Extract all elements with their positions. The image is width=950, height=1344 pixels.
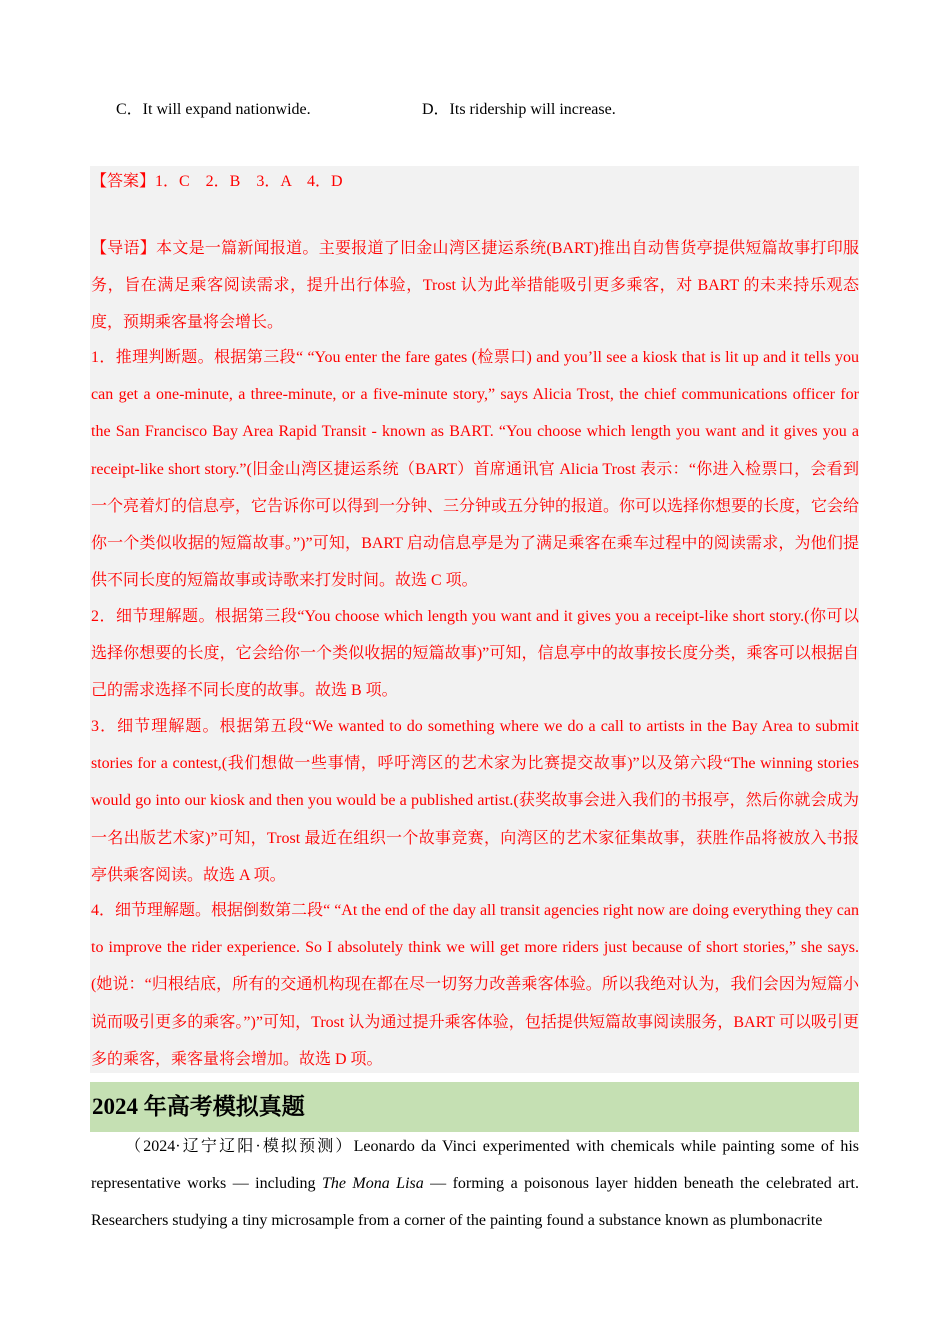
section-title: 2024 年高考模拟真题 [92, 1094, 305, 1119]
explanation-4: 4．细节理解题。根据倒数第二段“ “At the end of the day all transit agencies right now are doing everything they can to improve the rider experience. So I absolutely think we will get more riders just because of short stories,” she says.(她说：“归根结底，所有的交通机构现在都在尽一切努力改善乘客体验。所以我绝对认为，我们会因为短篇小说而吸引更多的乘客。”)”可知，Trost 认为通过提升乘客体验，包括提供短篇故事阅读服务，BART 可以吸引更多的乘客，乘客量将会增加。故选 D 项。 [91, 902, 859, 1068]
section-banner [90, 1082, 859, 1132]
option-c: C．It will expand nationwide. [116, 101, 311, 118]
reading-passage [91, 1128, 859, 1240]
explanation-1: 1．推理判断题。根据第三段“ “You enter the fare gates (检票口) and you’ll see a kiosk that is lit up and it tells you can get a one-minute, a three-minute, or a five-minute story,” says Alicia Trost, the chief communications officer for the San Francisco Bay Area Rapid Transit - known as BART. “You choose which length you want and it gives you a receipt-like short story.”(旧金山湾区捷运系统（BART）首席通讯官 Alicia Trost 表示：“你进入检票口，会看到一个亮着灯的信息亭，它告诉你可以得到一分钟、三分钟或五分钟的报道。你可以选择你想要的长度，它会给你一个类似收据的短篇故事。”)”可知，BART 启动信息亭是为了满足乘客在乘车过程中的阅读需求，为他们提供不同长度的短篇故事或诗歌来打发时间。故选 C 项。 [91, 349, 860, 590]
explanation-2: 2．细节理解题。根据第三段“You choose which length you want and it gives you a receipt-like short story.(你可以选择你想要的长度，它会给你一个类似收据的短篇故事)”可知，信息亭中的故事按长度分类，乘客可以根据自己的需求选择不同长度的故事。故选 B 项。 [91, 608, 859, 700]
passage-lead: （2024·辽宁辽阳·模拟预测）Leonardo da Vinci experimented with chemicals while painting some of his representative works — including [91, 1138, 859, 1193]
option-d: D．Its ridership will increase. [422, 101, 616, 118]
explanation-3: 3．细节理解题。根据第五段“We wanted to do something where we do a call to artists in the Bay Area to submit stories for a contest,(我们想做一些事情，呼吁湾区的艺术家为比赛提交故事)”以及第六段“The winning stories would go into our kiosk and then you would be a published artist.(获奖故事会进入我们的书报亭，然后你就会成为一名出版艺术家)”可知，Trost 最近在组织一个故事竞赛，向湾区的艺术家征集故事，获胜作品将被放入书报亭供乘客阅读。故选 A 项。 [91, 718, 859, 884]
passage-tail: — forming a poisonous layer hidden beneath the celebrated art. Researchers studying a tiny microsample from a corner of the painting found a substance known as plumbonacrite [91, 1175, 859, 1230]
passage-artwork-title: The Mona Lisa [321, 1175, 424, 1193]
answer-key: 【答案】1．C 2．B 3．A 4．D [91, 173, 343, 190]
answer-explanation-box [90, 166, 859, 1073]
guide-paragraph: 【导语】本文是一篇新闻报道。主要报道了旧金山湾区捷运系统(BART)推出自动售货亭提供短篇故事打印服务，旨在满足乘客阅读需求，提升出行体验，Trost 认为此举措能吸引更多乘客，对 BART 的未来持乐观态度，预期乘客量将会增长。 [91, 240, 859, 332]
